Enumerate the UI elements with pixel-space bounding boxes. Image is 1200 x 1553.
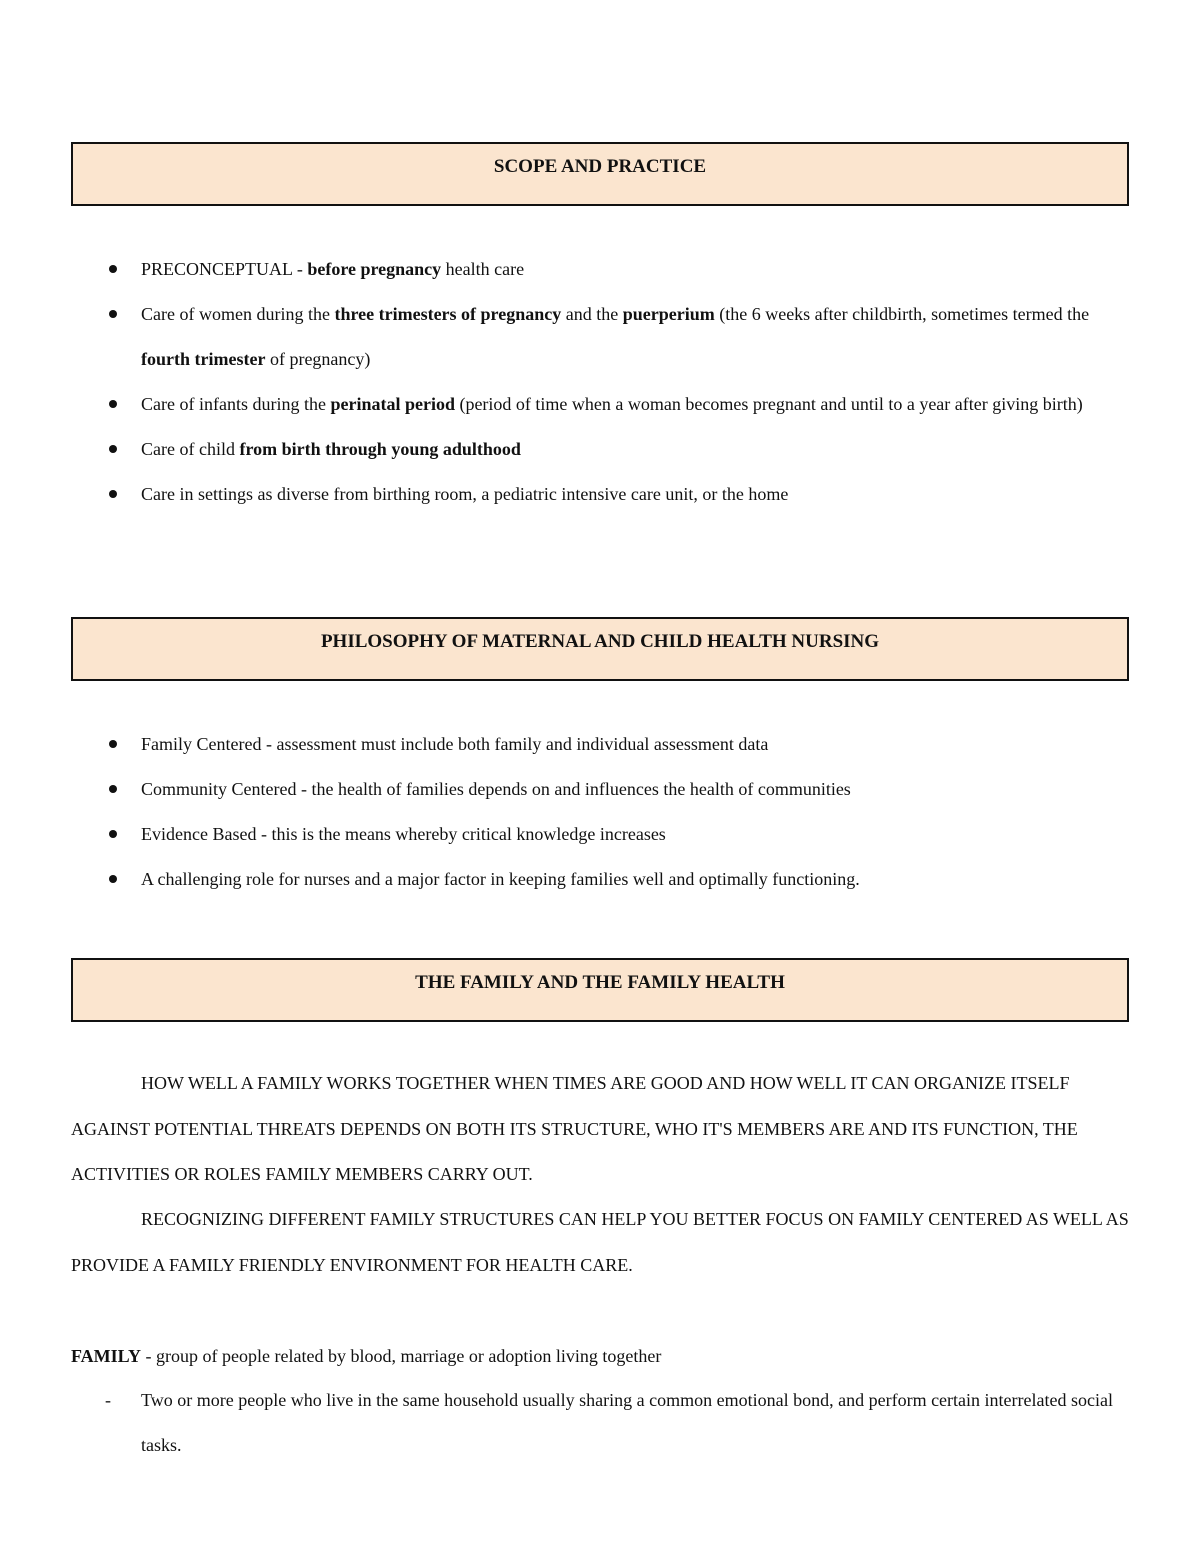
family-paragraph-2: RECOGNIZING DIFFERENT FAMILY STRUCTURES CAN HELP YOU BETTER FOCUS ON FAMILY CENTERED AS WELL AS PROVIDE A FAMILY FRIENDLY ENVIRONMENT FOR HEALTH CARE.	[71, 1209, 1129, 1275]
definition-sub-item: - Two or more people who live in the same household usually sharing a common emotional bond, and perform certain interrelated social tasks.	[105, 1378, 1125, 1468]
list-item: Care of infants during the perinatal period (period of time when a woman becomes pregnant and until to a year after giving birth)	[0, 382, 1200, 427]
list-item: Family Centered - assessment must include both family and individual assessment data	[0, 722, 1200, 767]
bullet-icon	[109, 265, 117, 273]
bullet-icon	[109, 875, 117, 883]
section-header-family	[71, 958, 1129, 1022]
list-item: Care in settings as diverse from birthing room, a pediatric intensive care unit, or the home	[0, 472, 1200, 517]
section-header-philosophy	[71, 617, 1129, 681]
section-title: SCOPE AND PRACTICE	[493, 156, 707, 177]
list-item: Community Centered - the health of families depends on and influences the health of communities	[0, 767, 1200, 812]
bullet-icon	[109, 310, 117, 318]
section-header-scope	[71, 142, 1129, 206]
bullet-icon	[109, 490, 117, 498]
bullet-icon	[109, 830, 117, 838]
family-paragraph-1: HOW WELL A FAMILY WORKS TOGETHER WHEN TIMES ARE GOOD AND HOW WELL IT CAN ORGANIZE ITSELF AGAINST POTENTIAL THREATS DEPENDS ON BOTH ITS STRUCTURE, WHO IT'S MEMBERS ARE AND ITS FUNCTION, THE ACTIVITIES OR ROLES FAMILY MEMBERS CARRY OUT.	[71, 1073, 1078, 1184]
section-title: PHILOSOPHY OF MATERNAL AND CHILD HEALTH NURSING	[320, 631, 880, 652]
scope-list	[0, 247, 1200, 517]
bullet-icon	[109, 740, 117, 748]
section-title: THE FAMILY AND THE FAMILY HEALTH	[415, 972, 785, 993]
list-item: PRECONCEPTUAL - before pregnancy health care	[0, 247, 1200, 292]
list-item: Care of child from birth through young adulthood	[0, 427, 1200, 472]
list-item: Evidence Based - this is the means whereby critical knowledge increases	[0, 812, 1200, 857]
dash-marker: -	[105, 1390, 111, 1410]
list-item: A challenging role for nurses and a major factor in keeping families well and optimally functioning.	[0, 857, 1200, 902]
bullet-icon	[109, 400, 117, 408]
bullet-icon	[109, 445, 117, 453]
list-item: Care of women during the three trimesters of pregnancy and the puerperium (the 6 weeks after childbirth, sometimes termed the fourth trimester of pregnancy)	[0, 292, 1200, 382]
philosophy-list	[0, 722, 1200, 902]
family-definition: FAMILY - group of people related by blood, marriage or adoption living together	[71, 1346, 662, 1366]
bullet-icon	[109, 785, 117, 793]
definition-term: FAMILY	[71, 1346, 142, 1366]
